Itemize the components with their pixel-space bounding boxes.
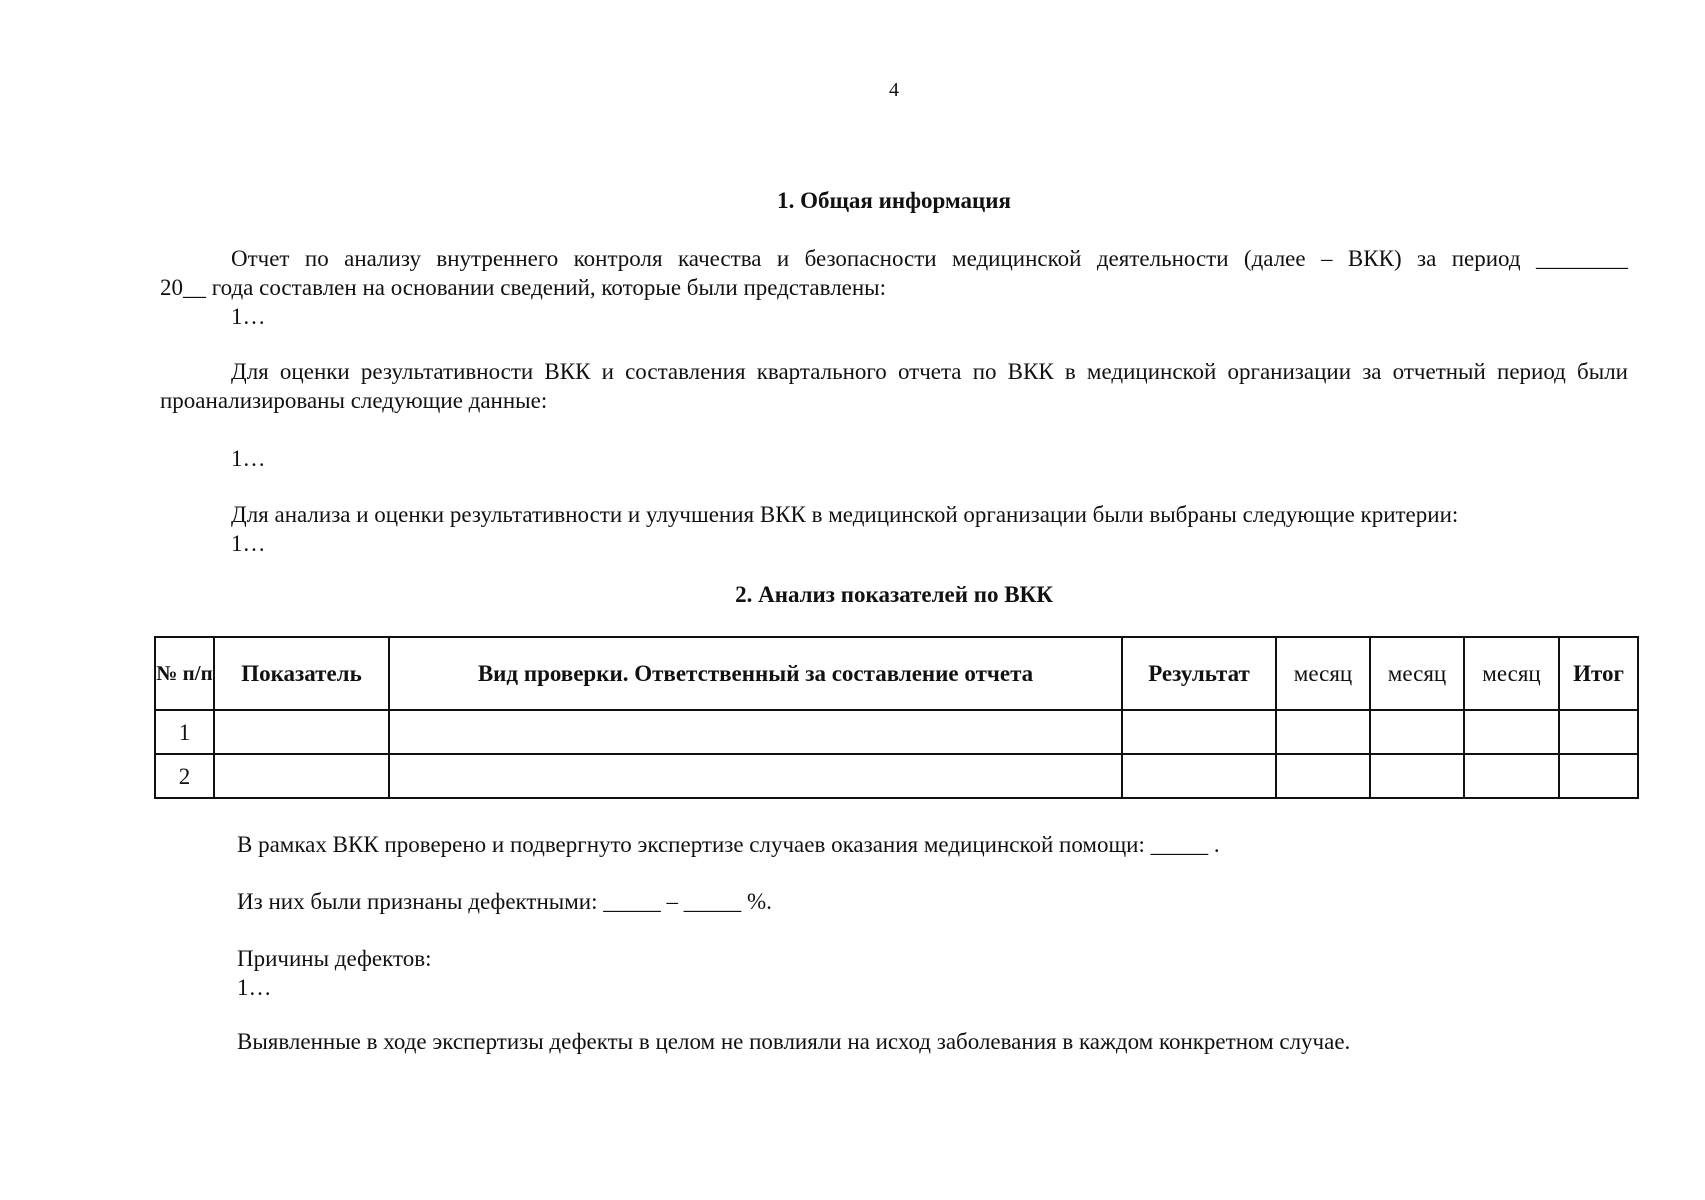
row-result-cell xyxy=(1122,710,1276,754)
row-total-cell xyxy=(1559,710,1638,754)
section-2-title: 2. Анализ показателей по ВКК xyxy=(735,582,1053,607)
row-indicator-cell xyxy=(214,754,389,798)
row-month-1-cell xyxy=(1276,754,1370,798)
table-header-row xyxy=(155,637,1638,710)
header-indicator: Показатель xyxy=(214,637,389,710)
row-number: 2 xyxy=(155,754,214,798)
checked-cases-line: В рамках ВКК проверено и подвергнуто экспертизе случаев оказания медицинской помощи: _____ . xyxy=(237,832,1220,857)
row-total-cell xyxy=(1559,754,1638,798)
row-month-1-cell xyxy=(1276,710,1370,754)
intro-paragraph xyxy=(160,244,1628,302)
conclusion-line: Выявленные в ходе экспертизы дефекты в целом не повлияли на исход заболевания в каждом конкретном случае. xyxy=(237,1029,1351,1054)
data-analysis-list-item: 1… xyxy=(231,446,266,471)
header-check-type: Вид проверки. Ответственный за составление отчета xyxy=(389,637,1122,710)
row-indicator-cell xyxy=(214,710,389,754)
defect-reasons-item: 1… xyxy=(237,975,272,1000)
criteria-paragraph: Для анализа и оценки результативности и улучшения ВКК в медицинской организации были выбраны следующие критерии: xyxy=(231,502,1459,527)
row-result-cell xyxy=(1122,754,1276,798)
row-number: 1 xyxy=(155,710,214,754)
row-month-3-cell xyxy=(1464,710,1559,754)
page-number: 4 xyxy=(889,79,899,101)
intro-line-2: 20__ года составлен на основании сведений, которые были представлены: xyxy=(160,275,887,300)
section-1-title: 1. Общая информация xyxy=(777,188,1011,213)
row-month-2-cell xyxy=(1370,710,1464,754)
row-month-2-cell xyxy=(1370,754,1464,798)
table-row xyxy=(155,710,1638,754)
intro-line-1: Отчет по анализу внутреннего контроля качества и безопасности медицинской деятельности (далее – ВКК) за период ________ xyxy=(231,246,1628,271)
header-month-3: месяц xyxy=(1464,637,1559,710)
intro-list-item: 1… xyxy=(231,304,266,329)
criteria-list-item: 1… xyxy=(231,531,266,556)
header-month-2: месяц xyxy=(1370,637,1464,710)
defective-cases-line: Из них были признаны дефектными: _____ – _____ %. xyxy=(237,889,772,914)
data-analysis-paragraph: Для оценки результативности ВКК и составления квартального отчета по ВКК в медицинской организации за отчетный период были проанализированы следующие данные: xyxy=(160,359,1628,413)
header-month-1: месяц xyxy=(1276,637,1370,710)
row-check-type-cell xyxy=(389,754,1122,798)
row-check-type-cell xyxy=(389,710,1122,754)
indicators-table xyxy=(154,636,1639,799)
header-number: № п/п xyxy=(155,637,214,710)
header-total: Итог xyxy=(1559,637,1638,710)
header-result: Результат xyxy=(1122,637,1276,710)
row-month-3-cell xyxy=(1464,754,1559,798)
defect-reasons-label: Причины дефектов: xyxy=(237,946,432,971)
table-row xyxy=(155,754,1638,798)
